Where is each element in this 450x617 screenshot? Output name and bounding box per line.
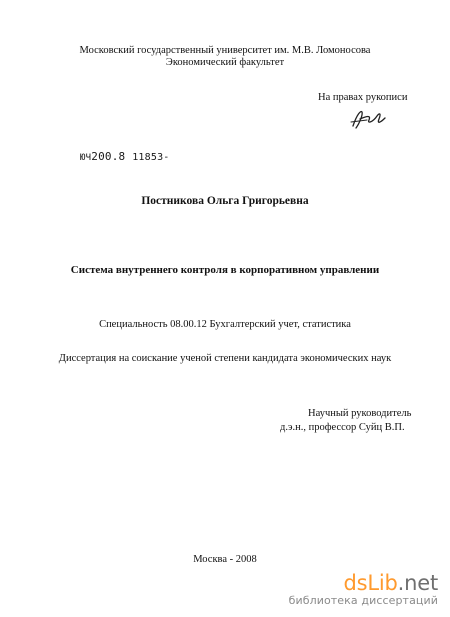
stamp-prefix: ЮЧ: [80, 153, 92, 163]
university-name: Московский государственный университет им. М.В. Ломоносова: [79, 45, 371, 56]
manuscript-rights: На правах рукописи: [318, 92, 408, 103]
dissertation-title: Система внутреннего контроля в корпоративном управлении: [70, 264, 380, 276]
logo-part-net: .net: [397, 571, 438, 595]
degree-line: Диссертация на соискание ученой степени кандидата экономических наук: [58, 353, 392, 364]
supervisor-name: д.э.н., профессор Суйц В.П.: [280, 422, 405, 433]
handwritten-signature: [347, 106, 389, 132]
dslib-subtitle: библиотека диссертаций: [288, 594, 438, 607]
stamp-year: 200.8: [91, 150, 126, 163]
library-stamp: [80, 150, 170, 165]
faculty-name: Экономический факультет: [165, 57, 285, 68]
stamp-number: 11853-: [132, 152, 170, 163]
dslib-logo[interactable]: [270, 572, 438, 594]
supervisor-label: Научный руководитель: [308, 408, 412, 419]
specialty-line: Специальность 08.00.12 Бухгалтерский учет, статистика: [99, 319, 351, 330]
author-name: Постникова Ольга Григорьевна: [141, 195, 309, 207]
logo-part-dslib: dsLib: [343, 571, 398, 595]
city-year: Москва - 2008: [193, 554, 257, 565]
dslib-watermark[interactable]: [270, 572, 438, 607]
